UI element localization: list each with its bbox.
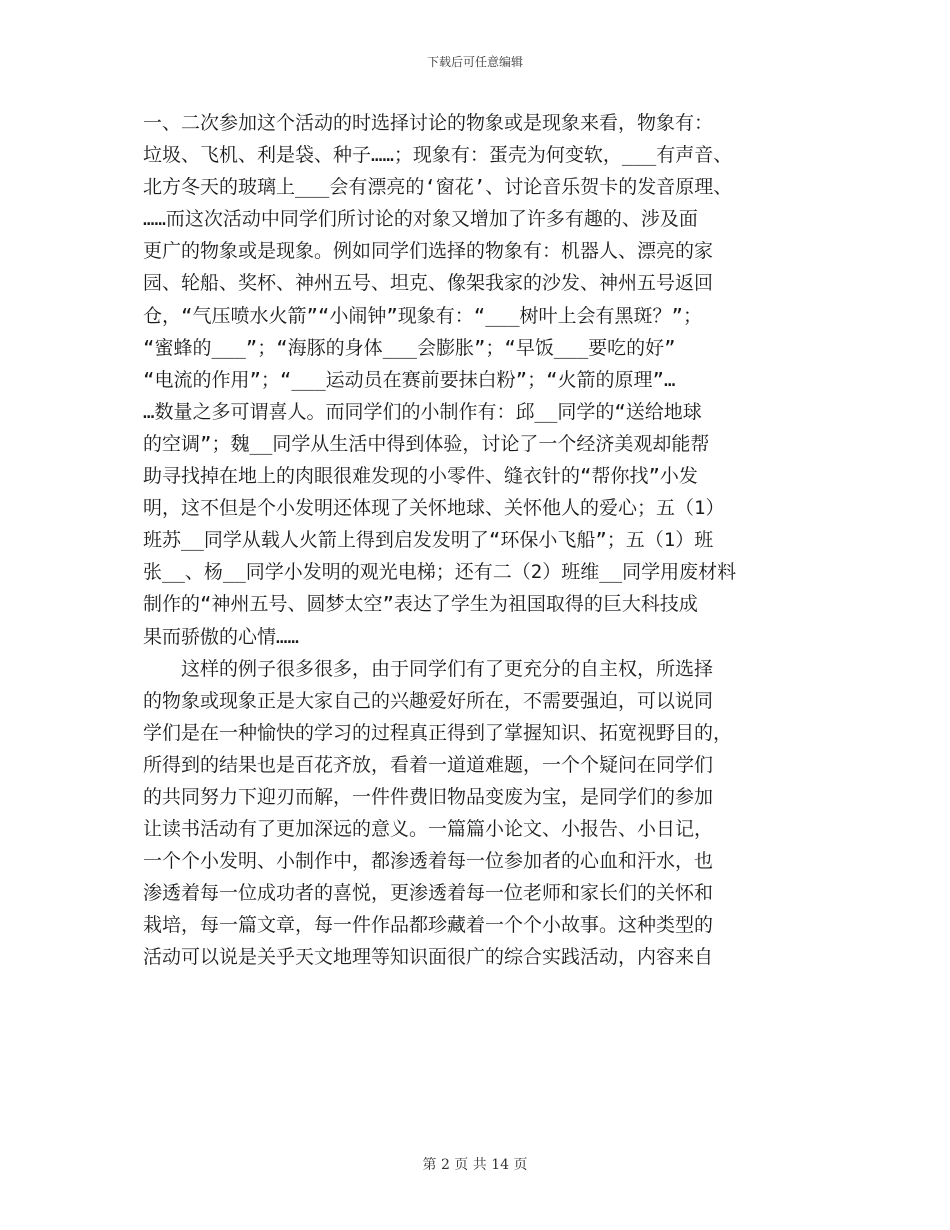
text-line: 北方冬天的玻璃上___会有漂亮的‘窗花’、讨论音乐贺卡的发音原理、 — [143, 176, 733, 199]
text-line: 这样的例子很多很多，由于同学们有了更充分的自主权，所选择 — [143, 657, 714, 680]
text-line: …数量之多可谓喜人。而同学们的小制作有：邱__同学的“送给地球 — [143, 400, 702, 423]
text-line: ……而这次活动中同学们所讨论的对象又增加了许多有趣的、涉及面 — [143, 208, 698, 231]
body-text — [143, 107, 823, 974]
text-line: 更广的物象或是现象。例如同学们选择的物象有：机器人、漂亮的家 — [143, 240, 714, 263]
text-line: 栽培，每一篇文章，每一件作品都珍藏着一个个小故事。这种类型的 — [143, 914, 714, 937]
text-line: 制作的“神州五号、圆梦太空”表达了学生为祖国取得的巨大科技成 — [143, 593, 698, 616]
text-line: 的物象或现象正是大家自己的兴趣爱好所在，不需要强迫，可以说同 — [143, 689, 714, 712]
text-line: 一个个小发明、小制作中，都渗透着每一位参加者的心血和汗水，也 — [143, 850, 714, 873]
text-line: 仓，“气压喷水火箭”“小闹钟”现象有：“___树叶上会有黑斑？”； — [143, 304, 702, 327]
text-line: 张__、杨__同学小发明的观光电梯；还有二（2）班维__同学用废材料 — [143, 561, 737, 584]
page-header: 下载后可任意编辑 — [426, 55, 523, 69]
text-line: 的共同努力下迎刃而解，一件件费旧物品变废为宝，是同学们的参加 — [143, 785, 714, 808]
text-line: 的空调”；魏__同学从生活中得到体验，讨论了一个经济美观却能帮 — [143, 432, 710, 455]
page-footer: 第 2 页 共 14 页 — [422, 1157, 528, 1173]
text-line: 一、二次参加这个活动的时选择讨论的物象或是现象来看，物象有： — [143, 112, 714, 134]
text-line: 活动可以说是关乎天文地理等知识面很广的综合实践活动，内容来自 — [143, 946, 714, 969]
text-line: 渗透着每一位成功者的喜悦，更渗透着每一位老师和家长们的关怀和 — [143, 882, 714, 905]
text-line: 所得到的结果也是百花齐放，看着一道道难题，一个个疑问在同学们 — [143, 753, 714, 776]
text-line: “蜜蜂的___”；“海豚的身体___会膨胀”；“早饭___要吃的好” — [143, 336, 676, 359]
text-line: 班苏__同学从载人火箭上得到启发发明了“环保小飞船”；五（1）班 — [143, 529, 714, 552]
text-line: 明，这不但是个小发明还体现了关怀地球、关怀他人的爱心；五（1） — [143, 497, 725, 520]
text-line: “电流的作用”；“___运动员在赛前要抹白粉”；“火箭的原理”… — [143, 368, 676, 391]
text-line: 垃圾、飞机、利是袋、种子……；现象有：蛋壳为何变软，___有声音、 — [143, 144, 733, 167]
text-line: 果而骄傲的心情…… — [143, 625, 299, 648]
text-line: 学们是在一种愉快的学习的过程真正得到了掌握知识、拓宽视野目的， — [143, 721, 733, 744]
text-line: 让读书活动有了更加深远的意义。一篇篇小论文、小报告、小日记， — [143, 818, 714, 841]
text-line: 园、轮船、奖杯、神州五号、坦克、像架我家的沙发、神州五号返回 — [143, 272, 714, 295]
text-line: 助寻找掉在地上的肉眼很难发现的小零件、缝衣针的“帮你找”小发 — [143, 465, 698, 488]
